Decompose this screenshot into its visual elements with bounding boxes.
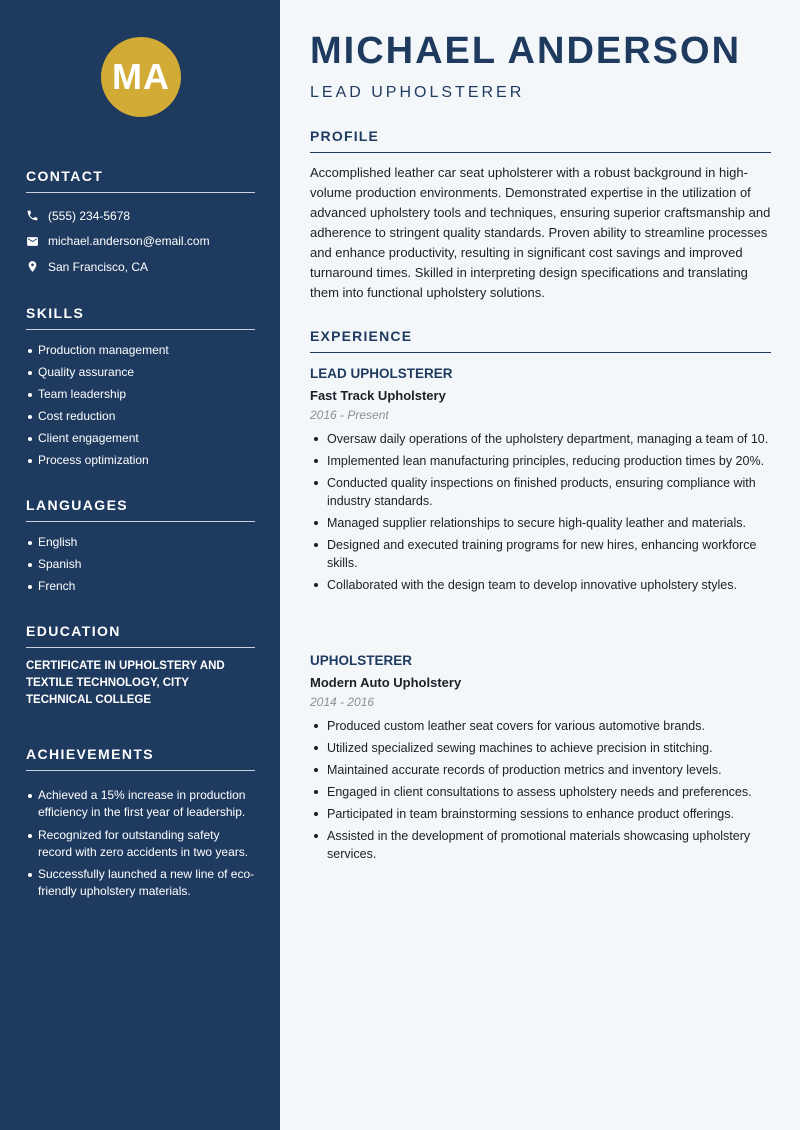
list-item: Conducted quality inspections on finished products, ensuring compliance with industry standards.: [310, 474, 771, 510]
avatar: MA: [101, 37, 181, 117]
list-item: Implemented lean manufacturing principles, reducing production times by 20%.: [310, 452, 771, 470]
job-role: LEAD UPHOLSTERER: [310, 366, 453, 381]
education-section: [26, 623, 255, 709]
list-item: Assisted in the development of promotional materials showcasing upholstery services.: [310, 827, 771, 863]
job-company: Modern Auto Upholstery: [310, 675, 462, 690]
list-item: Process optimization: [26, 449, 255, 471]
subtitle: LEAD UPHOLSTERER: [310, 84, 525, 101]
contact-section: [26, 168, 255, 280]
experience-section: [310, 328, 771, 353]
list-item: Spanish: [26, 553, 255, 575]
list-item: Participated in team brainstorming sessions to enhance product offerings.: [310, 805, 771, 823]
location-pin-icon: [26, 260, 39, 273]
phone-icon: [26, 209, 39, 222]
job-entry: [310, 366, 771, 598]
sidebar: [0, 0, 280, 1130]
achievements-section: [26, 746, 255, 906]
skills-section: [26, 305, 255, 471]
profile-section: [310, 128, 771, 303]
list-item: Maintained accurate records of production metrics and inventory levels.: [310, 761, 771, 779]
contact-list: [26, 203, 255, 280]
job-role: UPHOLSTERER: [310, 653, 413, 668]
list-item: Achieved a 15% increase in production efficiency in the first year of leadership.: [26, 787, 255, 821]
education-heading: EDUCATION: [26, 623, 255, 648]
page-title: MICHAEL ANDERSON: [310, 30, 742, 72]
achievements-list: [26, 787, 255, 900]
list-item: Recognized for outstanding safety record with zero accidents in two years.: [26, 827, 255, 861]
languages-section: [26, 497, 255, 597]
contact-email: [26, 229, 255, 255]
list-item: English: [26, 531, 255, 553]
job-entry: [310, 653, 771, 867]
list-item: Oversaw daily operations of the upholstery department, managing a team of 10.: [310, 430, 771, 448]
experience-heading: EXPERIENCE: [310, 328, 771, 353]
languages-list: [26, 531, 255, 597]
job-bullets: [310, 430, 771, 594]
contact-heading: CONTACT: [26, 168, 255, 193]
contact-phone: [26, 203, 255, 229]
languages-heading: LANGUAGES: [26, 497, 255, 522]
email-link[interactable]: michael.anderson@email.com: [48, 234, 210, 249]
list-item: Designed and executed training programs for new hires, enhancing workforce skills.: [310, 536, 771, 572]
job-company: Fast Track Upholstery: [310, 388, 446, 403]
profile-heading: PROFILE: [310, 128, 771, 153]
education-degree: CERTIFICATE IN UPHOLSTERY AND TEXTILE TECHNOLOGY, CITY TECHNICAL COLLEGE: [26, 660, 225, 706]
list-item: Utilized specialized sewing machines to achieve precision in stitching.: [310, 739, 771, 757]
job-dates: 2014 - 2016: [310, 695, 375, 709]
list-item: Quality assurance: [26, 361, 255, 383]
contact-location: [26, 254, 255, 280]
job-bullets: [310, 717, 771, 863]
list-item: Cost reduction: [26, 405, 255, 427]
list-item: Collaborated with the design team to develop innovative upholstery styles.: [310, 576, 771, 594]
list-item: Managed supplier relationships to secure high-quality leather and materials.: [310, 514, 771, 532]
achievements-heading: ACHIEVEMENTS: [26, 746, 255, 771]
profile-text: Accomplished leather car seat upholsterer with a robust background in high-volume production environments. Demonstrated expertise in the utilization of advanced upholstery tools and techniques, ensuring superior craftsmanship and adherence to stringent quality standards. Proven ability to streamline processes and enhance productivity, resulting in significant cost savings and improved turnaround times. Skilled in interpreting design specifications and translating them into functional upholstery solutions.: [310, 165, 771, 300]
list-item: French: [26, 575, 255, 597]
phone-text: (555) 234-5678: [48, 208, 131, 223]
skills-list: [26, 339, 255, 471]
list-item: Production management: [26, 339, 255, 361]
skills-heading: SKILLS: [26, 305, 255, 330]
list-item: Engaged in client consultations to assess upholstery needs and preferences.: [310, 783, 771, 801]
list-item: Team leadership: [26, 383, 255, 405]
list-item: Successfully launched a new line of eco-friendly upholstery materials.: [26, 866, 255, 900]
list-item: Client engagement: [26, 427, 255, 449]
list-item: Produced custom leather seat covers for various automotive brands.: [310, 717, 771, 735]
location-text: San Francisco, CA: [48, 259, 149, 274]
job-dates: 2016 - Present: [310, 408, 389, 422]
mail-icon: [26, 235, 39, 248]
